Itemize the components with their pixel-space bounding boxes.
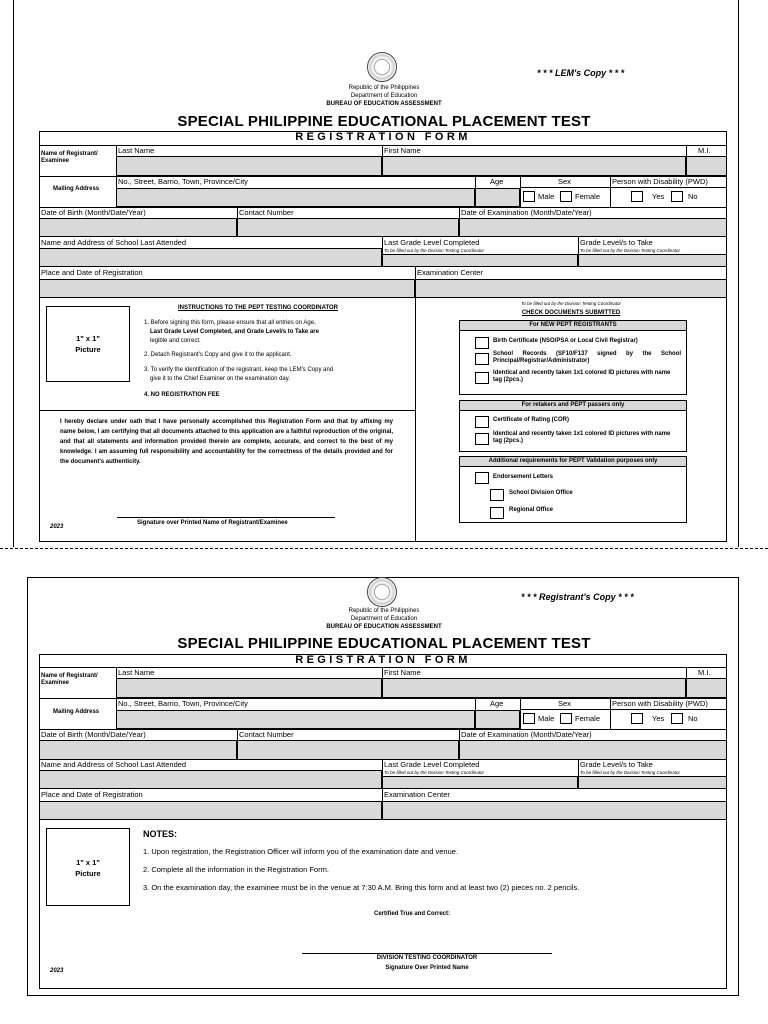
age-field-bottom[interactable]	[475, 710, 520, 729]
last-name-label-bottom: Last Name	[118, 668, 155, 677]
header-bureau: BUREAU OF EDUCATION ASSESSMENT	[326, 101, 442, 107]
address-hint-bottom: No., Street, Barrio, Town, Province/City	[118, 699, 248, 708]
coordinator-signature-line	[302, 953, 552, 954]
exam-center-field-bottom[interactable]	[382, 801, 727, 820]
sex-label-bottom: Sex	[558, 699, 571, 708]
pwd-yes-label: Yes	[652, 192, 665, 201]
exam-center-label-bottom: Examination Center	[384, 790, 450, 799]
first-name-label: First Name	[384, 146, 421, 155]
dob-field-bottom[interactable]	[39, 740, 237, 760]
year-label: 2023	[50, 524, 64, 530]
age-label-bottom: Age	[490, 699, 504, 708]
id-picture-checkbox[interactable]	[475, 372, 489, 384]
form-title-bottom: REGISTRATION FORM	[295, 654, 471, 666]
address-hint: No., Street, Barrio, Town, Province/City	[118, 177, 248, 186]
grade-take-label-bottom: Grade Level/s to Take	[580, 760, 653, 769]
last-grade-note-bottom: To be filled out by the Division Testing Coordinator	[384, 770, 484, 775]
form-title: REGISTRATION FORM	[295, 131, 471, 143]
female-checkbox-bottom[interactable]	[560, 713, 572, 724]
pwd-label: Person with Disability (PWD)	[612, 177, 708, 186]
validation-item-3: Regional Office	[509, 507, 554, 513]
last-name-label: Last Name	[118, 146, 155, 155]
retakers-item-1: Certificate of Rating (COR)	[493, 417, 570, 423]
certified-label: Certified True and Correct:	[374, 911, 451, 917]
exam-date-field[interactable]	[459, 218, 727, 237]
sex-label: Sex	[558, 177, 571, 186]
school-label: Name and Address of School Last Attended	[41, 238, 187, 247]
copy-label: * * * LEM's Copy * * *	[537, 68, 625, 78]
mailing-label: Mailing Address	[53, 186, 100, 192]
instruction-4: 4. NO REGISTRATION FEE	[144, 392, 220, 398]
coordinator-label: DIVISION TESTING COORDINATOR	[376, 955, 478, 961]
place-date-field[interactable]	[39, 279, 415, 298]
note-2: 2. Complete all the information in the Registration Form.	[143, 865, 329, 874]
frame-left-bottom	[27, 577, 28, 995]
picture-size-bottom: 1" x 1"	[76, 858, 100, 867]
place-date-label-bottom: Place and Date of Registration	[41, 790, 143, 799]
page-title: SPECIAL PHILIPPINE EDUCATIONAL PLACEMENT TEST	[177, 113, 591, 130]
dob-label: Date of Birth (Month/Date/Year)	[41, 208, 146, 217]
frame-right	[738, 0, 739, 547]
mailing-label-bottom: Mailing Address	[53, 709, 100, 715]
school-field-bottom[interactable]	[39, 770, 382, 789]
notes-title: NOTES:	[143, 829, 178, 839]
instruction-1a: 1. Before signing this form, please ensure that all entries on Age,	[144, 320, 316, 326]
pwd-label-bottom: Person with Disability (PWD)	[612, 699, 708, 708]
school-records-checkbox[interactable]	[475, 353, 489, 365]
endorsement-checkbox[interactable]	[475, 472, 489, 484]
contact-label: Contact Number	[239, 208, 294, 217]
cor-checkbox[interactable]	[475, 416, 489, 428]
header-bureau-bottom: BUREAU OF EDUCATION ASSESSMENT	[326, 624, 442, 630]
female-checkbox[interactable]	[560, 191, 572, 202]
picture-label: Picture	[75, 345, 101, 354]
last-name-field[interactable]	[116, 156, 382, 176]
signature-line	[117, 517, 335, 518]
grade-take-note-bottom: To be filled out by the Division Testing Coordinator	[580, 770, 680, 775]
contact-label-bottom: Contact Number	[239, 730, 294, 739]
pwd-yes-label-bottom: Yes	[652, 714, 665, 723]
pwd-yes-checkbox[interactable]	[631, 191, 643, 202]
page-title-bottom: SPECIAL PHILIPPINE EDUCATIONAL PLACEMENT TEST	[177, 635, 591, 652]
instruction-1b: Last Grade Level Completed, and Grade Level/s to Take are	[150, 329, 319, 335]
pwd-no-label: No	[688, 192, 698, 201]
mi-field[interactable]	[686, 156, 727, 176]
validation-title: Additional requirements for PEPT Validation purposes only	[488, 458, 658, 464]
note-1: 1. Upon registration, the Registration Officer will inform you of the examination date and venue.	[143, 847, 459, 856]
last-grade-label: Last Grade Level Completed	[384, 238, 480, 247]
school-label-bottom: Name and Address of School Last Attended	[41, 760, 187, 769]
male-checkbox[interactable]	[523, 191, 535, 202]
last-grade-note: To be filled out by the Division Testing Coordinator	[384, 248, 484, 253]
grade-take-field-bottom[interactable]	[578, 776, 727, 789]
pwd-no-label-bottom: No	[688, 714, 698, 723]
name-label: Name of Registrant/ Examinee	[41, 151, 98, 164]
female-label-bottom: Female	[575, 714, 601, 723]
last-name-field-bottom[interactable]	[116, 678, 382, 698]
check-note: To be filled out by the Division Testing Coordinator	[521, 301, 621, 306]
instruction-3b: give it to the Chief Examiner on the examination day.	[150, 376, 290, 382]
female-label: Female	[575, 192, 601, 201]
age-label: Age	[490, 177, 504, 186]
age-field[interactable]	[475, 188, 520, 207]
grade-take-field[interactable]	[578, 254, 727, 267]
exam-date-label-bottom: Date of Examination (Month/Date/Year)	[461, 730, 592, 739]
last-grade-field[interactable]	[382, 254, 578, 267]
dob-label-bottom: Date of Birth (Month/Date/Year)	[41, 730, 146, 739]
last-grade-field-bottom[interactable]	[382, 776, 578, 789]
retake-id-checkbox[interactable]	[475, 433, 489, 445]
new-title: For NEW PEPT REGISTRANTS	[529, 322, 617, 328]
header-deped: Department of Education	[350, 93, 418, 99]
retakers-title: For retakers and PEPT passers only	[521, 402, 625, 408]
exam-date-label: Date of Examination (Month/Date/Year)	[461, 208, 592, 217]
grade-take-note: To be filled out by the Division Testing Coordinator	[580, 248, 680, 253]
new-item-1: Birth Certificate (NSO/PSA or Local Civil Registrar)	[493, 338, 638, 344]
mi-field-bottom[interactable]	[686, 678, 727, 698]
year-label-bottom: 2023	[50, 968, 64, 974]
new-item-3: Identical and recently taken 1x1 colored ID pictures with name tag (2pcs.)	[493, 370, 671, 383]
cut-line	[0, 548, 768, 549]
exam-center-label: Examination Center	[417, 268, 483, 277]
frame-right-bottom	[738, 577, 739, 995]
pwd-no-checkbox[interactable]	[671, 191, 683, 202]
declaration-text: I hereby declare under oath that I have personally accomplished this Registration Form and that by affixing my name below, I am certifying that all documents attached to this application are a faithful reproduction of the original, and that all statements and information provided therein are complete, accurate, and correct to the best of my knowledge. I am assuming full responsibility and accountability for the correctness of the details provided and for the document's authenticity.	[60, 419, 393, 465]
address-field-bottom[interactable]	[116, 710, 475, 729]
retakers-item-2: Identical and recently taken 1x1 colored ID pictures with name tag (2pcs.)	[493, 431, 671, 444]
address-field[interactable]	[116, 188, 475, 207]
header-republic: Republic of the Philippines	[348, 85, 420, 91]
mi-label-bottom: M.I.	[698, 668, 711, 677]
deped-seal-icon	[367, 52, 397, 82]
exam-date-field-bottom[interactable]	[459, 740, 727, 760]
male-label: Male	[538, 192, 555, 201]
note-3: 3. On the examination day, the examinee must be in the venue at 7:30 A.M. Bring this form and at least two (2) pieces no. 2 pencils.	[143, 883, 580, 892]
frame-left	[13, 0, 14, 547]
coordinator-signature-label: Signature Over Printed Name	[385, 965, 469, 971]
picture-box	[46, 306, 130, 382]
dob-field[interactable]	[39, 218, 237, 237]
school-field[interactable]	[39, 248, 382, 267]
instructions-title: INSTRUCTIONS TO THE PEPT TESTING COORDINATOR	[178, 305, 339, 311]
ro-checkbox[interactable]	[490, 507, 504, 519]
mi-label: M.I.	[698, 146, 711, 155]
contact-field[interactable]	[237, 218, 459, 237]
signature-label: Signature over Printed Name of Registrant/Examinee	[137, 520, 288, 526]
first-name-field[interactable]	[382, 156, 686, 176]
header-deped-bottom: Department of Education	[350, 616, 418, 622]
new-item-2: School Records (SF10/F137 signed by the School Principal/Registrar/Administrator)	[493, 351, 681, 364]
sdo-checkbox[interactable]	[490, 489, 504, 501]
place-date-field-bottom[interactable]	[39, 801, 382, 820]
picture-size: 1" x 1"	[76, 334, 100, 343]
exam-center-field[interactable]	[415, 279, 727, 298]
validation-item-2: School Division Office	[509, 490, 573, 496]
male-checkbox-bottom[interactable]	[523, 713, 535, 724]
check-title: CHECK DOCUMENTS SUBMITTED	[521, 310, 621, 316]
deped-seal-icon	[367, 577, 397, 607]
male-label-bottom: Male	[538, 714, 555, 723]
grade-take-label: Grade Level/s to Take	[580, 238, 653, 247]
birth-cert-checkbox[interactable]	[475, 337, 489, 349]
picture-label-bottom: Picture	[75, 869, 101, 878]
instruction-2: 2. Detach Registrant's Copy and give it to the applicant.	[144, 352, 292, 358]
contact-field-bottom[interactable]	[237, 740, 459, 760]
instruction-3a: 3. To verify the identification of the registrant, keep the LEM's Copy and	[144, 367, 334, 373]
first-name-label-bottom: First Name	[384, 668, 421, 677]
picture-box-bottom	[46, 828, 130, 906]
first-name-field-bottom[interactable]	[382, 678, 686, 698]
validation-item-1: Endorsement Letters	[493, 474, 554, 480]
pwd-yes-checkbox-bottom[interactable]	[631, 713, 643, 724]
last-grade-label-bottom: Last Grade Level Completed	[384, 760, 480, 769]
header-republic-bottom: Republic of the Philippines	[348, 608, 420, 614]
place-date-label: Place and Date of Registration	[41, 268, 143, 277]
copy-label-bottom: * * * Registrant's Copy * * *	[521, 592, 634, 602]
instruction-1c: legible and correct.	[150, 338, 201, 344]
pwd-no-checkbox-bottom[interactable]	[671, 713, 683, 724]
name-label-bottom: Name of Registrant/ Examinee	[41, 673, 98, 686]
